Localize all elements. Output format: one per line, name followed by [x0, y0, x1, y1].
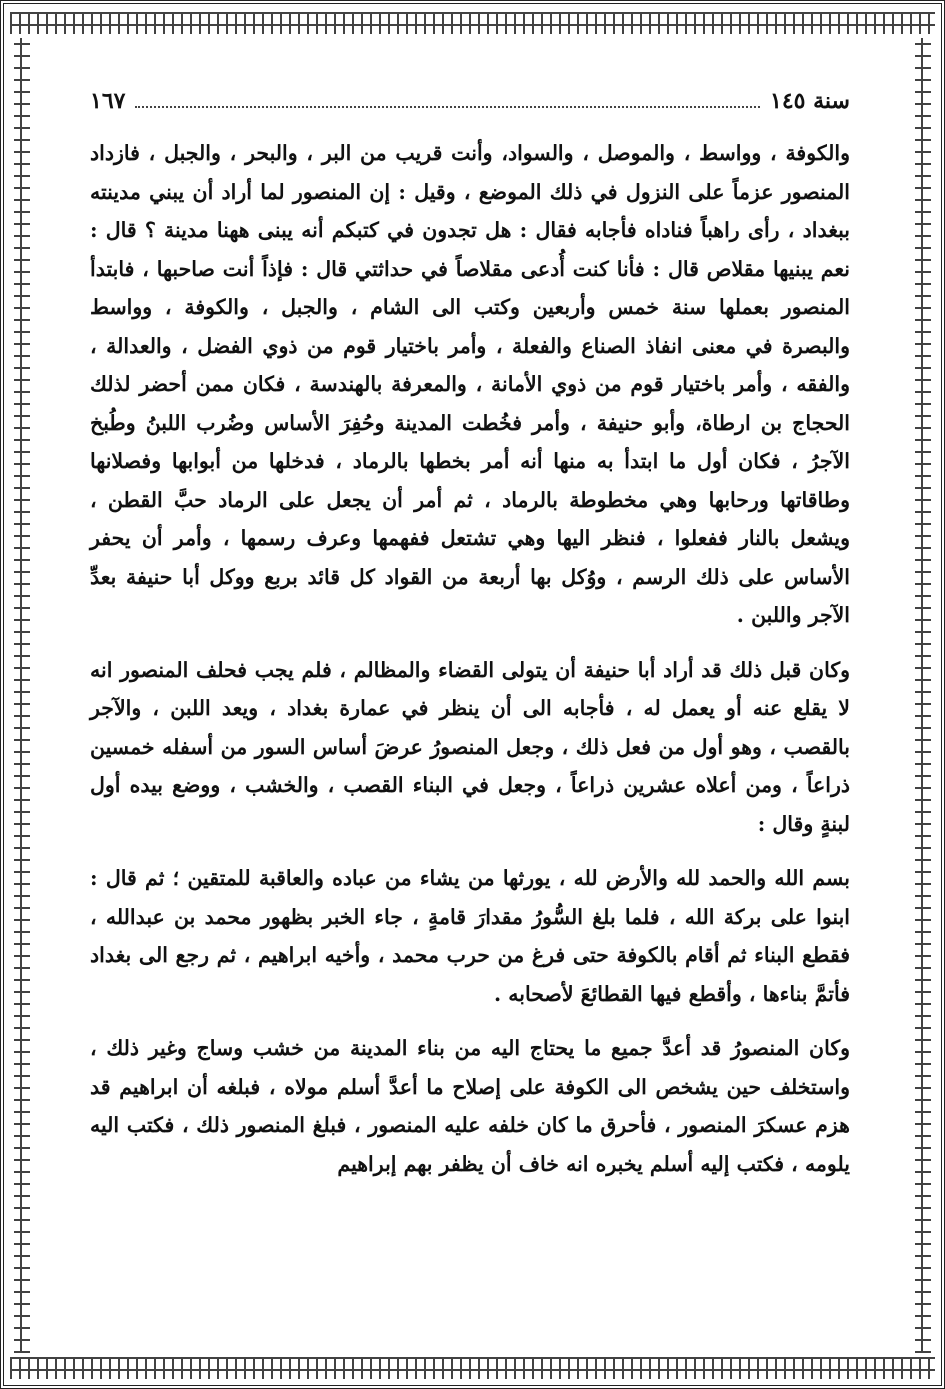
paragraph-quote: بسم الله والحمد لله والأرض لله ، يورثها من يشاء من عباده والعاقبة للمتقين ؛ ثم قال : ابنوا على بركة الله ، فلما بلغ السُّورُ مقدارَ قامةٍ ، جاء الخبر بظهور محمد بن عبدالله ، فقطع البناء ثم أقام بالكوفة حتى فرغ من حرب محمد ، وأخيه ابراهيم ، ثم رجع الى بغداد فأتمَّ بناءها ، وأقطع فيها القطائعَ لأصحابه . — [90, 866, 850, 1006]
page-content — [90, 88, 850, 1183]
paragraph: وكان المنصورُ قد أعدَّ جميع ما يحتاج اليه من بناء المدينة من خشب وساج وغير ذلك ، واستخلف حين يشخص الى الكوفة على إصلاح ما أعدَّ أسلم مولاه ، فبلغه أن ابراهيم قد هزم عسكرَ المنصور ، فأحرق ما كان خلفه عليه المنصور ، فبلغ المنصور ذلك ، فكتب اليه يلومه ، فكتب إليه أسلم يخبره انه خاف أن يظفر بهم إبراهيم — [90, 1036, 850, 1176]
paragraph: وكان قبل ذلك قد أراد أبا حنيفة أن يتولى القضاء والمظالم ، فلم يجب فحلف المنصور انه لا يقلع عنه أو يعمل له ، فأجابه الى أن ينظر في عمارة بغداد ، ويعد اللبن ، والآجر بالقصب ، وهو أول من فعل ذلك ، وجعل المنصورُ عرضَ أساس السور من أسفله خمسين ذراعاً ، ومن أعلاه عشرين ذراعاً ، وجعل في البناء القصب ، والخشب ، ووضع بيده أول لبنةٍ وقال : — [90, 657, 850, 836]
chain-border-right — [915, 38, 931, 1353]
chain-border-bottom — [10, 1357, 935, 1379]
chain-border-top — [10, 12, 935, 34]
paragraph: والكوفة ، وواسط ، والموصل ، والسواد، وأنت قريب من البر ، والبحر ، والجبل ، فازداد المنصور عزماً على النزول في ذلك الموضع ، وقيل : إن المنصور لما أراد أن يبني مدينته ببغداد ، رأى راهباً فناداه فأجابه فقال : هل تجدون في كتبكم أنه يبنى ههنا مدينة ؟ قال : نعم يبنيها مقلاص قال : فأنا كنت أُدعى مقلاصاً في حداثتي قال : فإذاً أنت صاحبها ، فابتدأ المنصور بعملها سنة خمس وأربعين وكتب الى الشام ، والجبل ، والكوفة ، وواسط والبصرة في معنى انفاذ الصناع والفعلة ، وأمر باختيار قوم من ذوي الفضل ، والعدالة ، والفقه ، وأمر باختيار قوم من ذوي الأمانة ، والمعرفة بالهندسة ، فكان ممن أحضر لذلك الحجاج بن ارطاة، وأبو حنيفة ، وأمر فخُطت المدينة وحُفِرَ الأساس وضُرب اللبنُ وطُبخ الآجرُ ، فكان أول ما ابتدأ به منها أنه أمر بخطها بالرماد ، فدخلها من أبوابها وفصلانها وطاقاتها ورحابها وهي مخطوطة بالرماد ، ثم أمر أن يجعل على الرماد حبَّ القطن ، ويشعل بالنار ففعلوا ، فنظر اليها وهي تشتعل ففهمها وعرف رسمها ، وأمر أن يحفر الأساس على ذلك الرسم ، ووُكل بها أربعة من القواد كل قائد بربع ووكل أبا حنيفة بعدِّ الآجر واللبن . — [90, 141, 850, 627]
year-label: سنة ١٤٥ — [770, 88, 850, 114]
page-number: ١٦٧ — [90, 88, 126, 114]
header-dotted-rule — [135, 94, 760, 108]
chain-border-left — [14, 38, 30, 1353]
running-header — [90, 88, 850, 122]
